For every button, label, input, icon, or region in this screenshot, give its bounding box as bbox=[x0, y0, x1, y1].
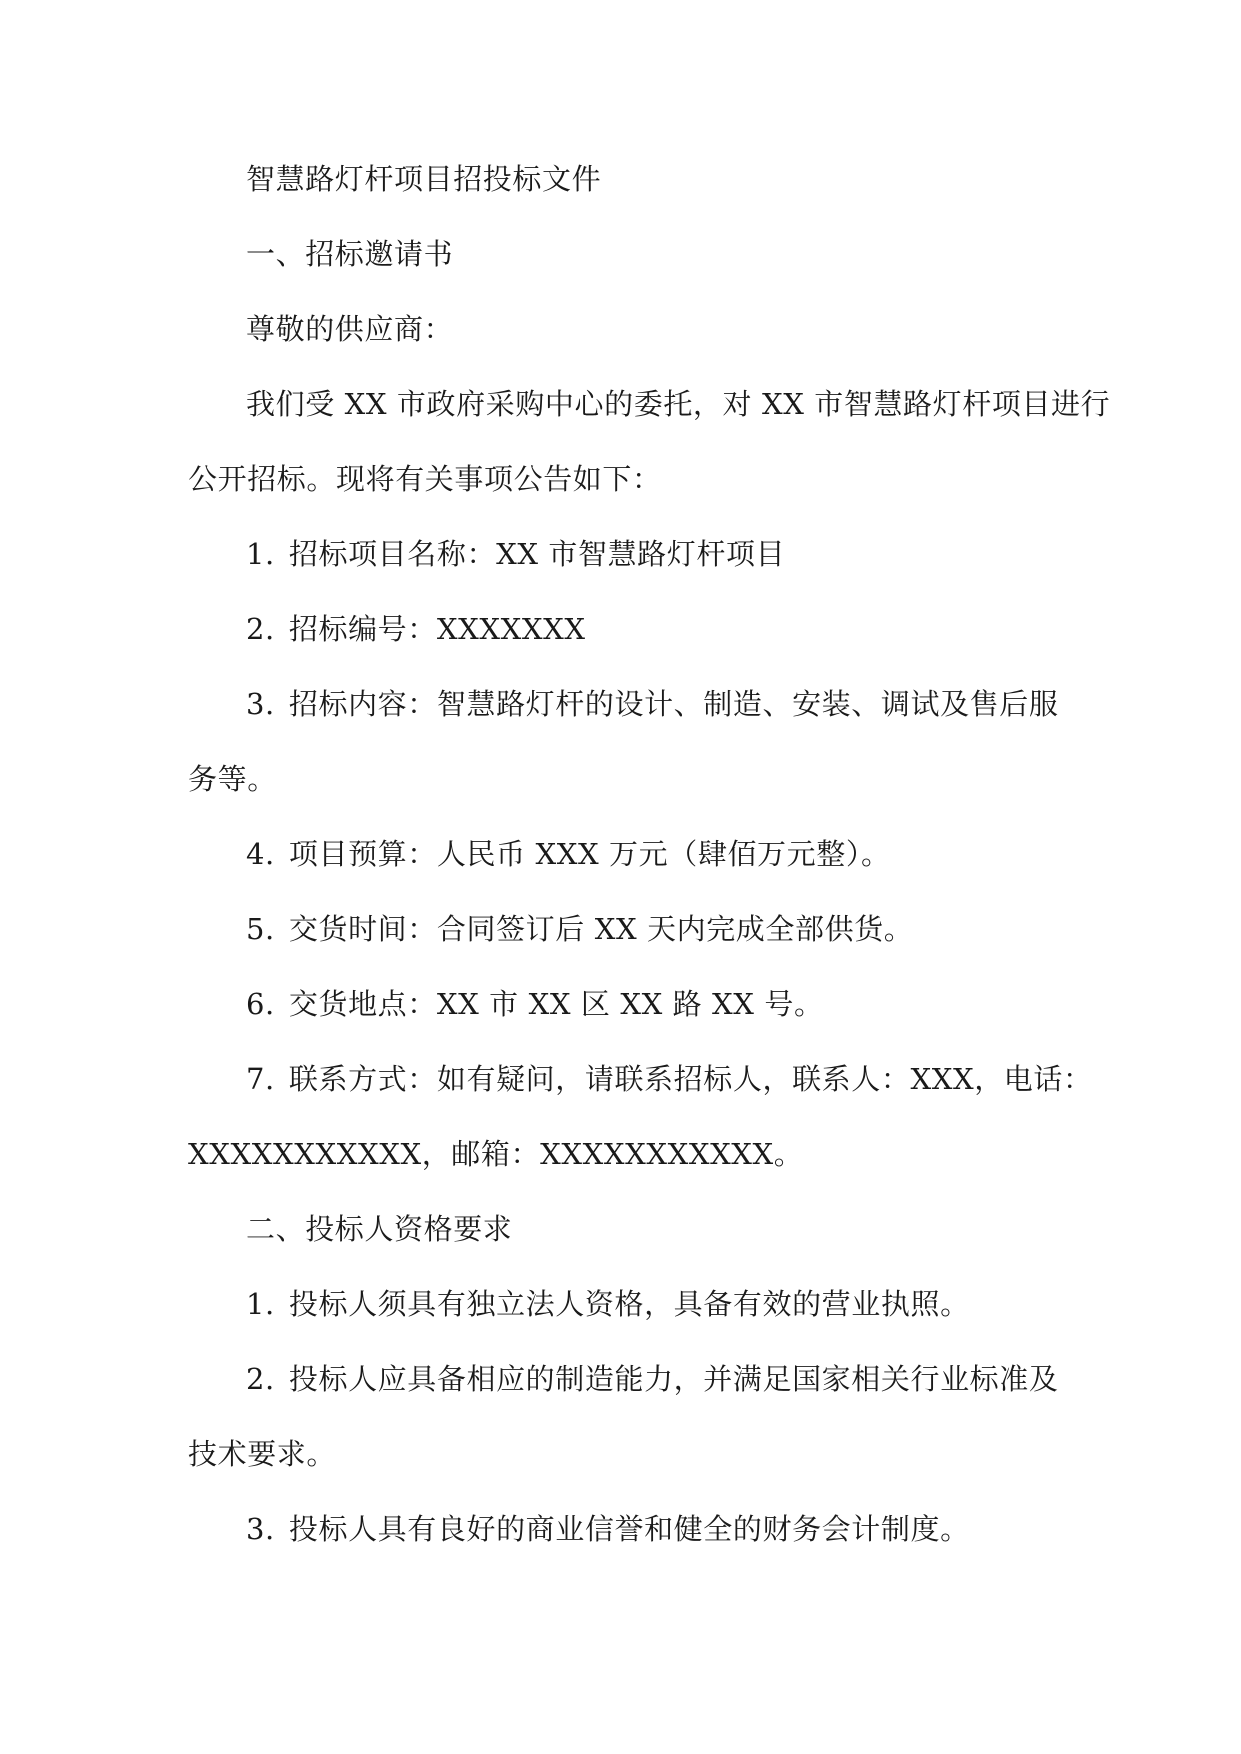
intro-paragraph-line bbox=[188, 367, 1111, 442]
list-item-text: 投标人具有良好的商业信誉和健全的财务会计制度。 bbox=[288, 1512, 970, 1546]
list-item bbox=[188, 1342, 1060, 1417]
intro-paragraph-continuation bbox=[188, 442, 1060, 517]
document-title bbox=[188, 142, 1060, 217]
section-heading-invitation bbox=[188, 217, 1060, 292]
list-item-text: 交货时间：合同签订后 XX 天内完成全部供货。 bbox=[288, 912, 914, 946]
section-heading-text: 一、招标邀请书 bbox=[246, 237, 454, 271]
salutation-text: 尊敬的供应商： bbox=[246, 312, 454, 346]
list-item bbox=[188, 517, 1060, 592]
document-title-text: 智慧路灯杆项目招投标文件 bbox=[246, 162, 602, 196]
section-heading-text: 二、投标人资格要求 bbox=[246, 1212, 513, 1246]
list-item-continuation bbox=[188, 1117, 1060, 1192]
list-item bbox=[188, 1492, 1060, 1567]
list-item-continuation bbox=[188, 742, 1060, 817]
list-item-text: 务等。 bbox=[188, 762, 277, 796]
list-item-text: 招标内容：智慧路灯杆的设计、制造、安装、调试及售后服 bbox=[288, 687, 1059, 721]
paragraph-text: 公开招标。现将有关事项公告如下： bbox=[188, 462, 662, 496]
salutation bbox=[188, 292, 1060, 367]
document-body bbox=[188, 142, 1111, 1567]
list-item-number: 5. bbox=[246, 912, 275, 946]
list-item-text: 招标项目名称：XX 市智慧路灯杆项目 bbox=[288, 537, 786, 571]
list-item-text: XXXXXXXXXXX，邮箱：XXXXXXXXXXX。 bbox=[188, 1137, 804, 1171]
list-item-number: 7. bbox=[246, 1062, 275, 1096]
paragraph-text: 我们受 XX 市政府采购中心的委托，对 XX 市智慧路灯杆项目进行 bbox=[246, 387, 1111, 421]
list-item-text: 投标人须具有独立法人资格，具备有效的营业执照。 bbox=[288, 1287, 970, 1321]
section-heading-qualification bbox=[188, 1192, 1060, 1267]
list-item-number: 1. bbox=[246, 537, 275, 571]
list-item-text: 招标编号：XXXXXXX bbox=[288, 612, 586, 646]
list-item-text: 投标人应具备相应的制造能力，并满足国家相关行业标准及 bbox=[288, 1362, 1059, 1396]
list-item-number: 4. bbox=[246, 837, 275, 871]
list-item-number: 3. bbox=[246, 687, 275, 721]
list-item-text: 联系方式：如有疑问，请联系招标人，联系人：XXX，电话： bbox=[288, 1062, 1093, 1096]
list-item bbox=[188, 817, 1060, 892]
list-item bbox=[188, 592, 1060, 667]
list-item-number: 6. bbox=[246, 987, 275, 1021]
list-item-number: 2. bbox=[246, 1362, 275, 1396]
list-item-text: 交货地点：XX 市 XX 区 XX 路 XX 号。 bbox=[288, 987, 824, 1021]
list-item-text: 项目预算：人民币 XXX 万元（肆佰万元整）。 bbox=[288, 837, 891, 871]
list-item bbox=[188, 667, 1060, 742]
list-item-number: 3. bbox=[246, 1512, 275, 1546]
list-item bbox=[188, 1267, 1060, 1342]
list-item bbox=[188, 1042, 1093, 1117]
list-item bbox=[188, 892, 1060, 967]
list-item-number: 2. bbox=[246, 612, 275, 646]
list-item-number: 1. bbox=[246, 1287, 275, 1321]
list-item-continuation bbox=[188, 1417, 1060, 1492]
list-item-text: 技术要求。 bbox=[188, 1437, 337, 1471]
list-item bbox=[188, 967, 1060, 1042]
